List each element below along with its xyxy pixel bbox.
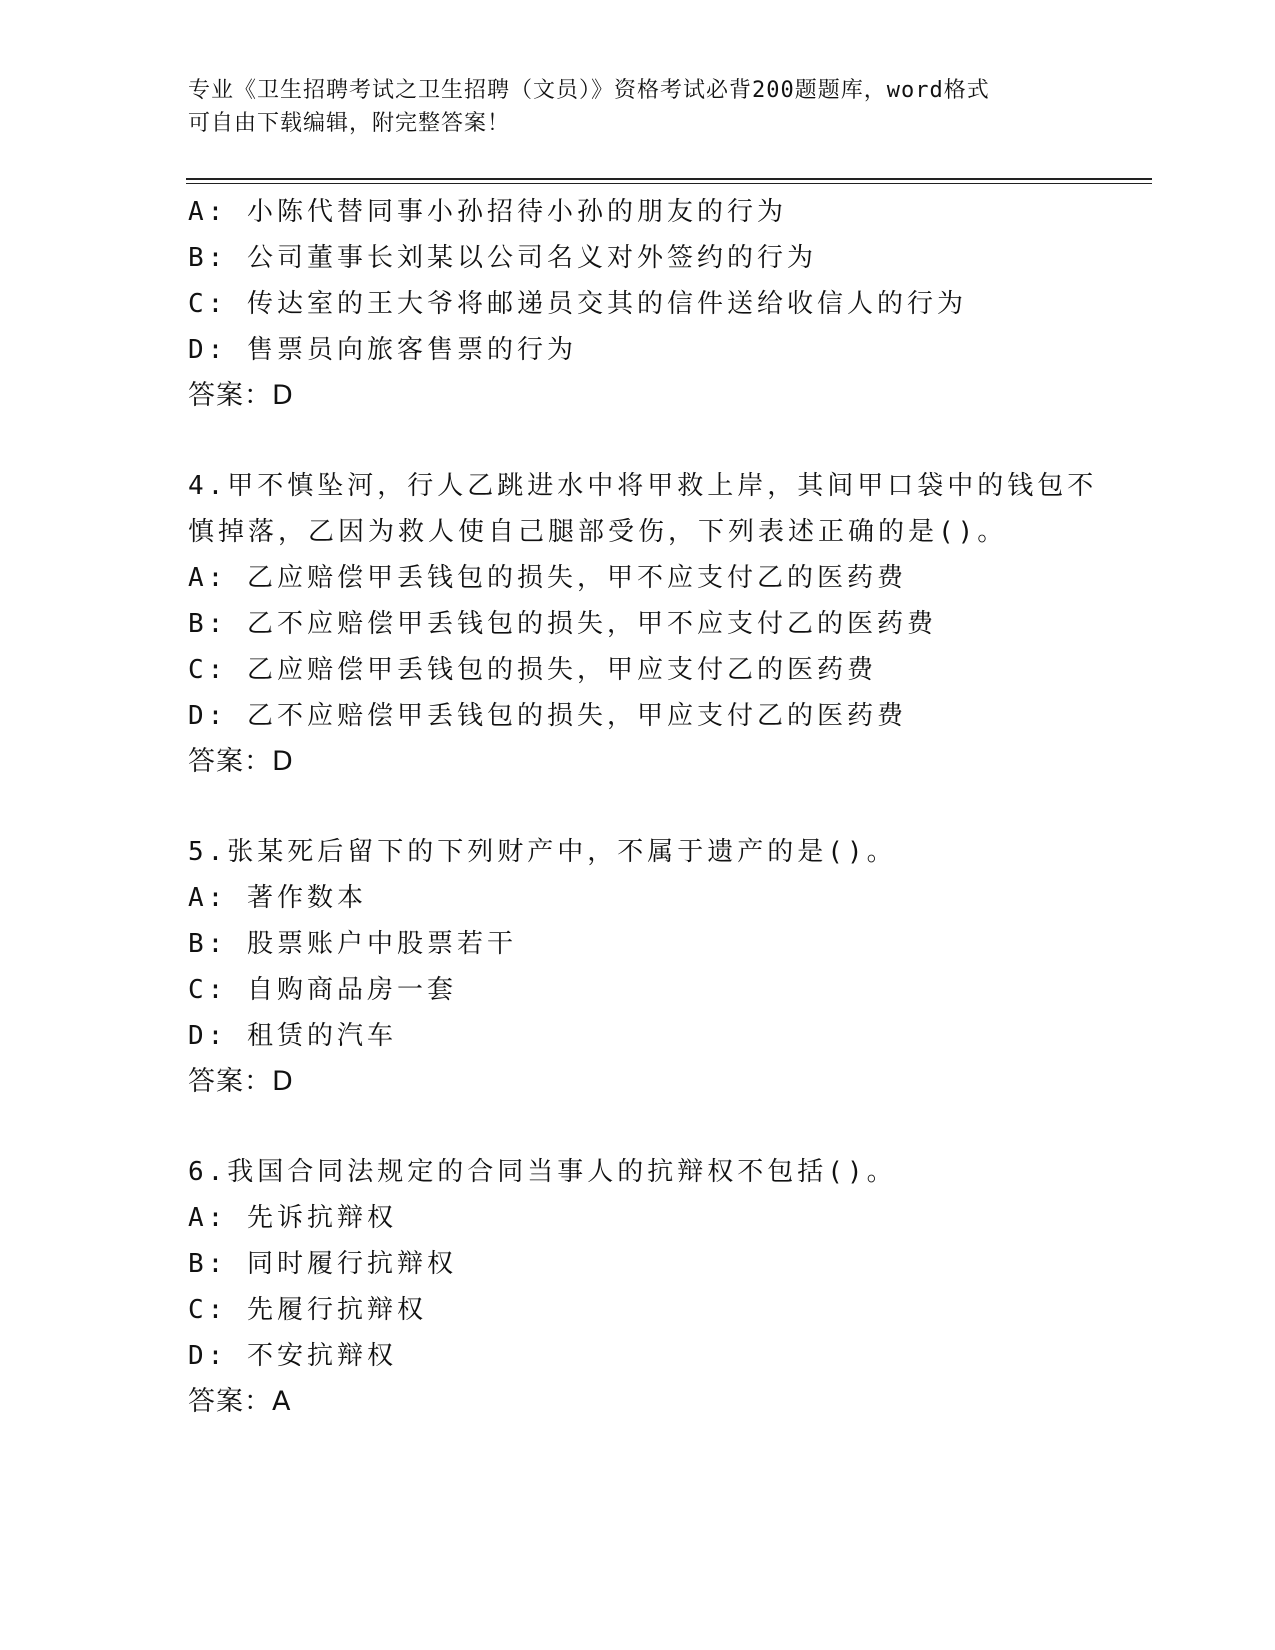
option-b: B: 同时履行抗辩权 [188, 1249, 457, 1279]
option-d: D: 售票员向旅客售票的行为 [188, 335, 577, 365]
question-stem: 慎掉落，乙因为救人使自己腿部受伤，下列表述正确的是()。 [188, 517, 1008, 547]
question-stem: 6.我国合同法规定的合同当事人的抗辩权不包括()。 [188, 1157, 897, 1187]
answer-line: 答案：A [188, 1386, 292, 1417]
option-b: B: 公司董事长刘某以公司名义对外签约的行为 [188, 243, 817, 273]
option-a: A: 著作数本 [188, 883, 367, 913]
option-c: C: 先履行抗辩权 [188, 1295, 427, 1325]
option-c: C: 自购商品房一套 [188, 975, 457, 1005]
header-title-line-1: 专业《卫生招聘考试之卫生招聘（文员）》资格考试必背200题题库，word格式 [188, 78, 990, 103]
question-stem: 4.甲不慎坠河，行人乙跳进水中将甲救上岸，其间甲口袋中的钱包不 [188, 471, 1098, 501]
question-block [188, 1149, 1068, 1425]
question-list [188, 189, 1098, 1425]
header-title-line-2: 可自由下载编辑，附完整答案！ [188, 111, 511, 136]
option-b: B: 股票账户中股票若干 [188, 929, 517, 959]
header-rule-thick [186, 178, 1152, 180]
option-d: D: 乙不应赔偿甲丢钱包的损失，甲应支付乙的医药费 [188, 701, 907, 731]
spacer [188, 419, 1068, 463]
question-block [188, 829, 1068, 1105]
option-d: D: 不安抗辩权 [188, 1341, 397, 1371]
spacer [188, 785, 1068, 829]
question-stem: 5.张某死后留下的下列财产中，不属于遗产的是()。 [188, 837, 897, 867]
option-a: A: 小陈代替同事小孙招待小孙的朋友的行为 [188, 197, 787, 227]
option-a: A: 乙应赔偿甲丢钱包的损失，甲不应支付乙的医药费 [188, 563, 907, 593]
answer-line: 答案：D [188, 1066, 294, 1097]
option-c: C: 传达室的王大爷将邮递员交其的信件送给收信人的行为 [188, 289, 967, 319]
spacer [188, 1105, 1068, 1149]
option-c: C: 乙应赔偿甲丢钱包的损失，甲应支付乙的医药费 [188, 655, 877, 685]
option-a: A: 先诉抗辩权 [188, 1203, 397, 1233]
answer-line: 答案：D [188, 746, 294, 777]
question-block [188, 189, 1068, 419]
option-b: B: 乙不应赔偿甲丢钱包的损失，甲不应支付乙的医药费 [188, 609, 937, 639]
document-header [188, 74, 1088, 140]
header-rule-thin [186, 183, 1152, 184]
option-d: D: 租赁的汽车 [188, 1021, 397, 1051]
question-block [188, 463, 1098, 785]
answer-line: 答案：D [188, 380, 294, 411]
